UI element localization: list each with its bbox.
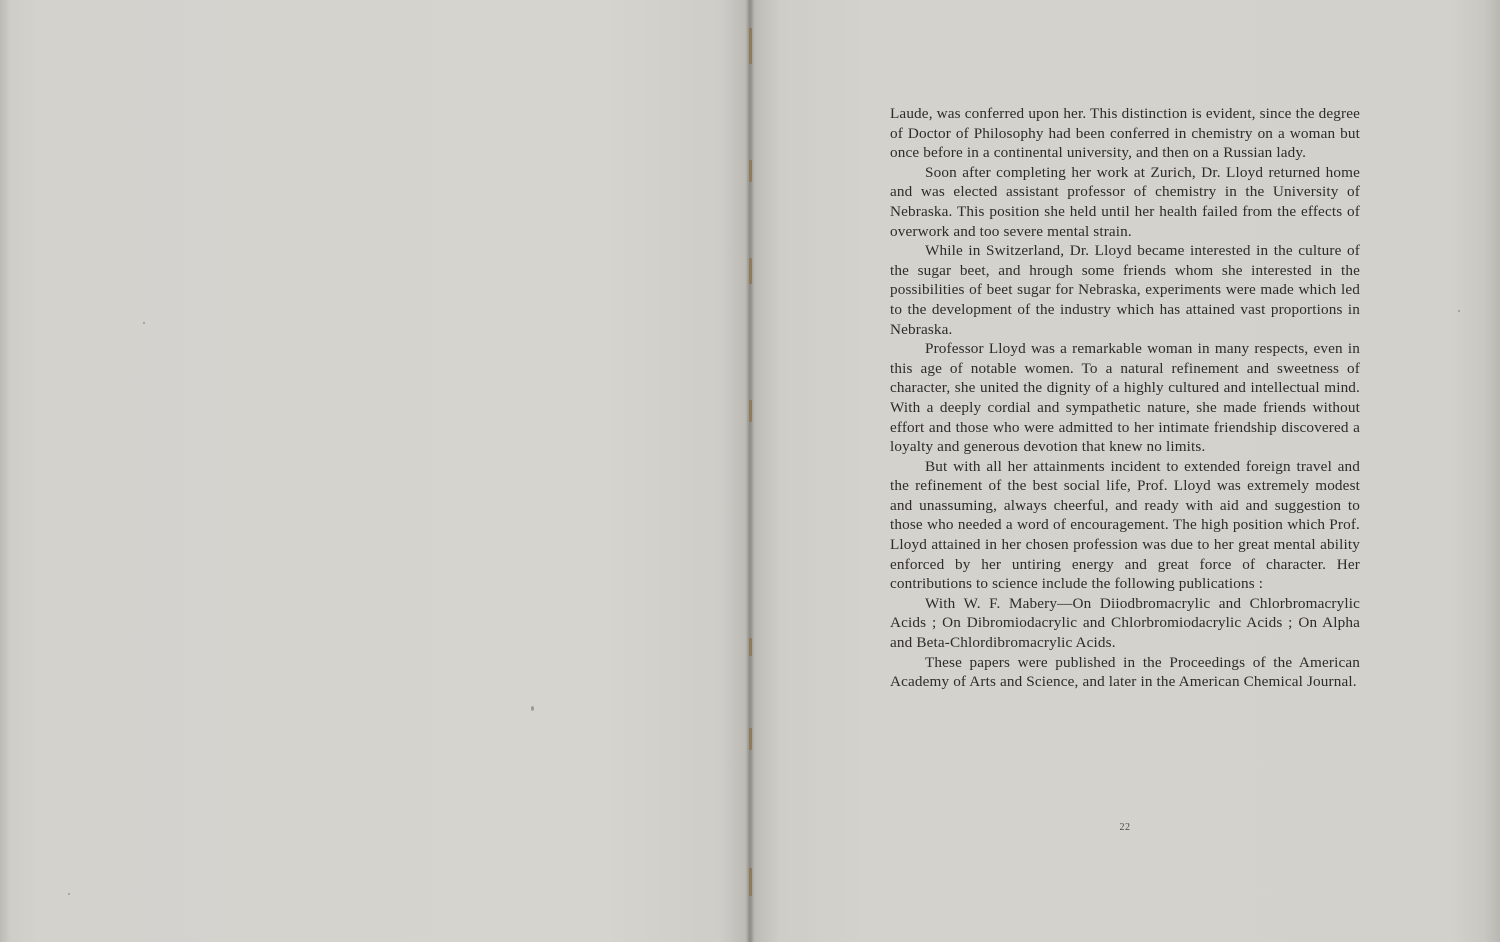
page-number: 22 (1119, 822, 1131, 833)
binding-stitch (749, 160, 752, 182)
paper-speck (1458, 310, 1460, 312)
binding-stitch (749, 868, 752, 896)
binding-stitch (749, 728, 752, 750)
binding-stitch (749, 258, 752, 284)
paragraph-1: Laude, was conferred upon her. This distinction is evident, since the degree of Doctor of Philosophy had been conferred in chemistry on a woman but once before in a continental university, and then on a Russian lady. (890, 105, 1360, 162)
paper-speck (143, 322, 145, 324)
binding-stitch (749, 28, 752, 64)
paper-speck (68, 893, 70, 895)
paper-speck (531, 706, 534, 711)
paragraph-5: But with all her attainments incident to extended foreign travel and the refinement of the best social life, Prof. Lloyd was extremely modest and unassuming, always cheerful, and ready with aid and suggestion to those who needed a word of encouragement. The high position which Prof. Lloyd attained in her chosen profession was due to her great mental ability enforced by her untiring energy and great force of character. Her contributions to science include the following publications : (890, 457, 1360, 593)
binding-stitch (749, 638, 752, 656)
paragraph-7: These papers were published in the Proceedings of the American Academy of Arts and Science, and later in the American Chemical Journal. (890, 653, 1360, 691)
paragraph-3: While in Switzerland, Dr. Lloyd became interested in the culture of the sugar beet, and hrough some friends whom she interested in the possibilities of beet sugar for Nebraska, experiments were made which led to the development of the industry which has attained vast proportions in Nebraska. (890, 242, 1360, 338)
right-page (750, 0, 1500, 942)
body-text (890, 104, 1360, 692)
book-gutter (746, 0, 754, 942)
paragraph-4: Professor Lloyd was a remarkable woman in many respects, even in this age of notable women. To a natural refinement and sweetness of character, she united the dignity of a highly cultured and intellectual mind. With a deeply cordial and sympathetic nature, she made friends without effort and those who were admitted to her intimate friendship discovered a loyalty and generous devotion that knew no limits. (890, 340, 1360, 456)
binding-stitch (749, 400, 752, 422)
paragraph-2: Soon after completing her work at Zurich, Dr. Lloyd returned home and was elected assistant professor of chemistry in the University of Nebraska. This position she held until her health failed from the effects of overwork and too severe mental strain. (890, 163, 1360, 240)
paragraph-6: With W. F. Mabery—On Diiodbromacrylic and Chlorbromacrylic Acids ; On Dibromiodacrylic and Chlorbromiodacrylic Acids ; On Alpha and Beta-Chlordibromacrylic Acids. (890, 594, 1360, 652)
